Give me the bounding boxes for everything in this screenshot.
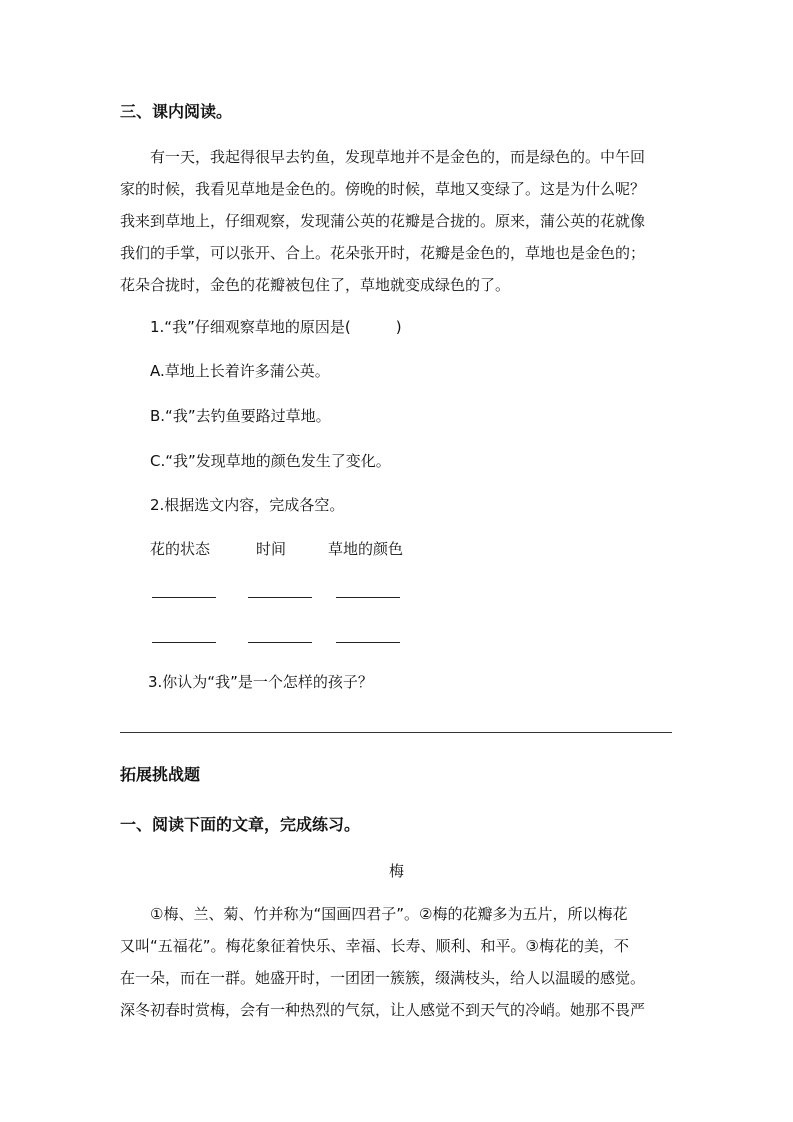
section-heading: 三、课内阅读。	[120, 102, 233, 121]
passage-line: 花朵合拢时，金色的花瓣被包住了，草地就变成绿色的了。	[120, 276, 511, 294]
passage-line: 我们的手掌，可以张开、合上。花朵张开时，花瓣是金色的，草地也是金色的；	[120, 244, 646, 262]
table-header-flower-state: 花的状态	[150, 540, 211, 558]
article-passage	[120, 898, 672, 1026]
extension-section-heading: 一、阅读下面的文章，完成练习。	[120, 815, 361, 834]
option-a: A.草地上长着许多蒲公英。	[150, 362, 330, 380]
option-b: B.“我”去钓鱼要路过草地。	[150, 407, 331, 425]
article-title: 梅	[388, 862, 404, 880]
option-c: C.“我”发现草地的颜色发生了变化。	[150, 452, 391, 470]
answer-blank[interactable]	[248, 642, 312, 643]
answer-blank[interactable]	[336, 642, 400, 643]
question-2: 2.根据选文内容，完成各空。	[150, 496, 345, 514]
answer-blank[interactable]	[152, 597, 216, 598]
table-header-time: 时间	[256, 540, 287, 558]
answer-blank[interactable]	[152, 642, 216, 643]
answer-blank[interactable]	[336, 597, 400, 598]
table-header-grass-color: 草地的颜色	[328, 540, 404, 558]
passage-line: 家的时候，我看见草地是金色的。傍晚的时候，草地又变绿了。这是为什么呢？	[120, 180, 646, 198]
section-divider	[120, 732, 672, 733]
article-line: ①梅、兰、菊、竹并称为“国画四君子”。②梅的花瓣多为五片，所以梅花	[150, 905, 628, 923]
question-3: 3.你认为“我”是一个怎样的孩子？	[148, 673, 373, 691]
article-line: 在一朵，而在一群。她盛开时，一团团一簇簇，缀满枝头，给人以温暖的感觉。	[120, 969, 646, 987]
extension-heading: 拓展挑战题	[120, 765, 201, 784]
question-1: 1.“我”仔细观察草地的原因是( )	[150, 318, 402, 336]
article-line: 深冬初春时赏梅，会有一种热烈的气氛，让人感觉不到天气的冷峭。她那不畏严	[120, 1001, 646, 1019]
article-line: 又叫“五福花”。梅花象征着快乐、幸福、长寿、顺利、和平。③梅花的美，不	[120, 937, 629, 955]
passage-line: 有一天，我起得很早去钓鱼，发现草地并不是金色的，而是绿色的。中午回	[150, 148, 646, 166]
passage-line: 我来到草地上，仔细观察，发现蒲公英的花瓣是合拢的。原来，蒲公英的花就像	[120, 212, 646, 230]
answer-blank[interactable]	[248, 597, 312, 598]
reading-passage	[120, 141, 672, 301]
